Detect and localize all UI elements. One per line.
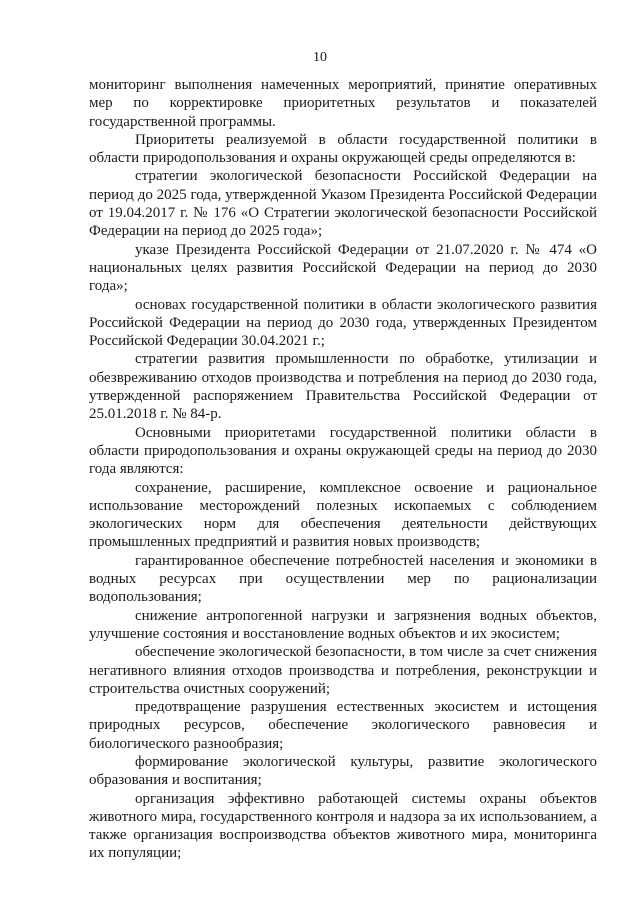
paragraph-priorities-intro: Приоритеты реализуемой в области государственной политики в области природопользования и охраны окружающей среды определяются в: [89,131,597,167]
paragraph-ecological-safety: обеспечение экологической безопасности, в том числе за счет снижения негативного влияния отходов производства и потребления, реконструкции и строительства очистных сооружений; [89,644,597,697]
document-body [89,76,597,863]
paragraph-mineral-deposits: сохранение, расширение, комплексное освоение и рациональное использование месторождений полезных ископаемых с соблюдением экологических норм для обеспечения деятельности действующих промышленных предприятий и развития новых производств; [89,479,597,551]
paragraph-water-pollution: снижение антропогенной нагрузки и загрязнения водных объектов, улучшение состояния и восстановление водных объектов и их экосистем; [89,607,597,642]
paragraph-ecological-security-strategy: стратегии экологической безопасности Российской Федерации на период до 2025 года, утвержденной Указом Президента Российской Федерации от 19.04.2017 г. № 176 «О Стратегии экологической безопасности Российской Федерации на период до 2025 года»; [89,168,597,240]
paragraph-ecological-culture: формирование экологической культуры, развитие экологического образования и воспитания; [89,753,597,789]
paragraph-presidential-decree: указе Президента Российской Федерации от 21.07.2020 г. № 474 «О национальных целях развития Российской Федерации на период до 2030 года»; [89,241,597,295]
paragraph-main-priorities-intro: Основными приоритетами государственной политики области в области природопользования и охраны окружающей среды на период до 2030 года являются: [89,424,597,478]
paragraph-water-resources: гарантированное обеспечение потребностей населения и экономики в водных ресурсах при осуществлении мер по рационализации водопользования; [89,552,597,606]
page-number: 10 [313,50,327,65]
paragraph-waste-industry-strategy: стратегии развития промышленности по обработке, утилизации и обезвреживанию отходов производства и потребления на период до 2030 года, утвержденной распоряжением Правительства Российской Федерации от 25.01.2018 г. № 84-р. [89,351,597,423]
paragraph-monitoring: мониторинг выполнения намеченных мероприятий, принятие оперативных мер по корректировке приоритетных результатов и показателей государственной программы. [89,77,597,130]
paragraph-state-policy-foundations: основах государственной политики в области экологического развития Российской Федерации на период до 2030 года, утвержденных Президентом Российской Федерации 30.04.2021 г.; [89,296,597,350]
paragraph-ecosystem-protection: предотвращение разрушения естественных экосистем и истощения природных ресурсов, обеспечение экологического равновесия и биологического разнообразия; [89,699,597,752]
paragraph-wildlife-protection: организация эффективно работающей системы охраны объектов животного мира, государственного контроля и надзора за их использованием, а также организация воспроизводства объектов животного мира, мониторинга их популяции; [89,790,597,862]
